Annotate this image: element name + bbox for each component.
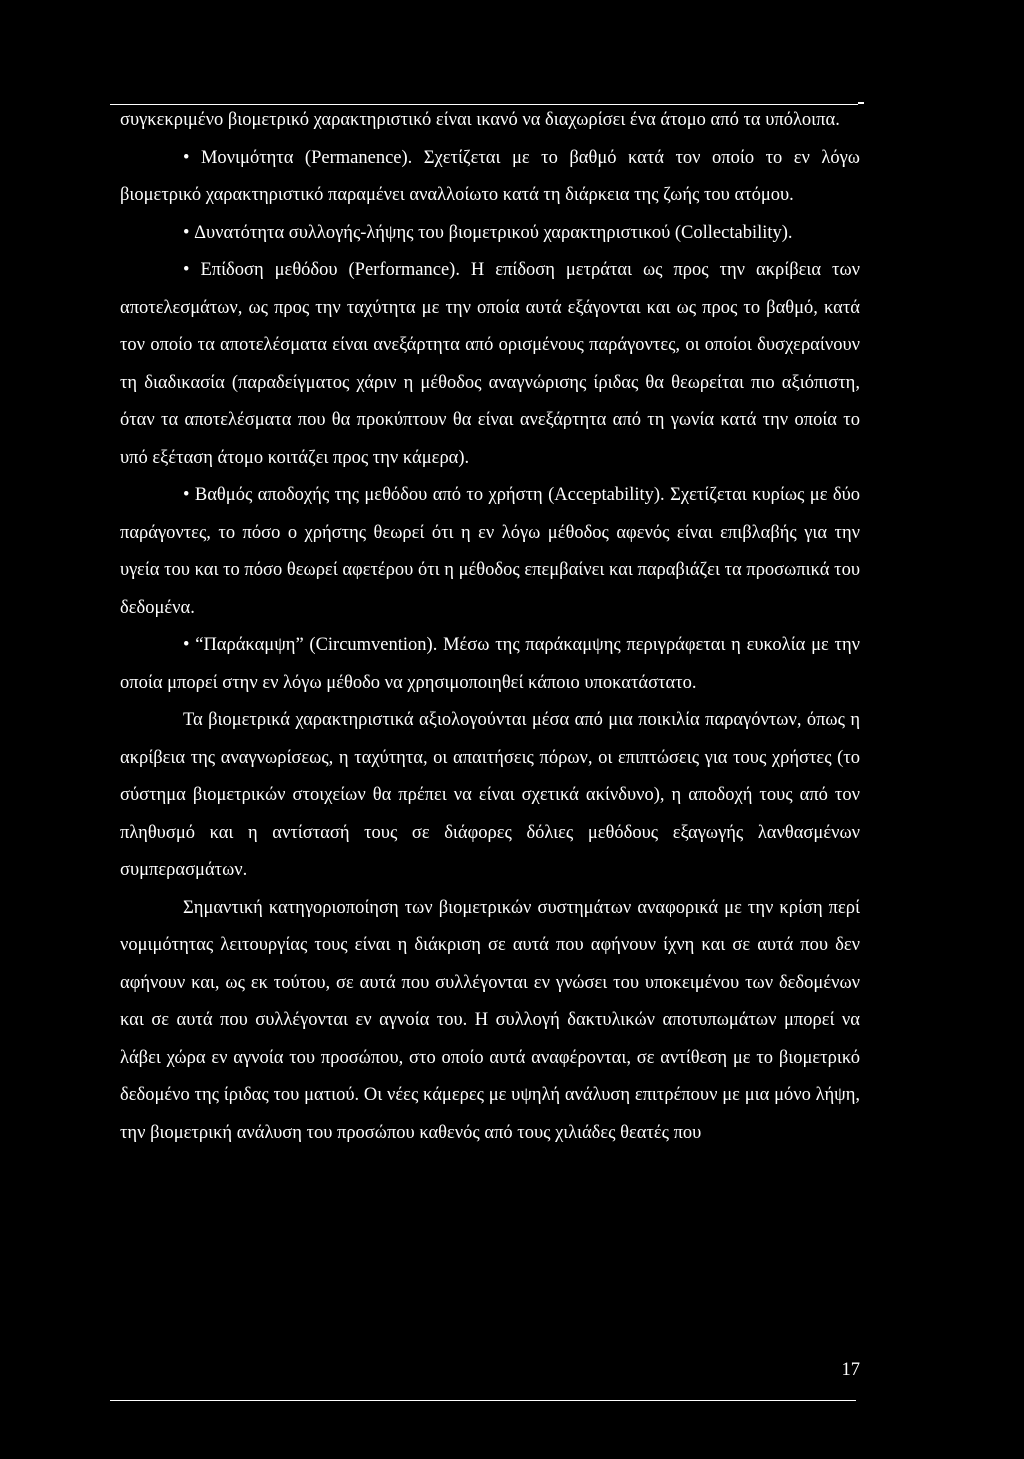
paragraph-evaluation: Τα βιομετρικά χαρακτηριστικά αξιολογούνται μέσα από μια ποικιλία παραγόντων, όπως η ακρίβεια της αναγνωρίσεως, η ταχύτητα, οι απαιτήσεις πόρων, οι επιπτώσεις για τους χρήστες (το σύστημα βιομετρικών στοιχείων θα πρέπει να είναι σχετικά ακίνδυνο), η αποδοχή τους από τον πληθυσμό και η αντίστασή τους σε διάφορες δόλιες μεθόδους εξαγωγής λανθασμένων συμπερασμάτων. <box>120 710 860 880</box>
page-number: 17 <box>841 1360 860 1380</box>
page-body <box>120 102 860 1152</box>
paragraph-continuation: συγκεκριμένο βιομετρικό χαρακτηριστικό είναι ικανό να διαχωρίσει ένα άτομο από τα υπόλοιπα. <box>120 110 840 130</box>
bullet-performance: • Επίδοση μεθόδου (Performance). Η επίδοση μετράται ως προς την ακρίβεια των αποτελεσμάτων, ως προς την ταχύτητα με την οποία αυτά εξάγονται και ως προς το βαθμό, κατά τον οποίο τα αποτελέσματα είναι ανεξάρτητα από ορισμένους παράγοντες, οι οποίοι δυσχεραίνουν τη διαδικασία (παραδείγματος χάριν η μέθοδος αναγνώρισης ίριδας θα θεωρείται πιο αξιόπιστη, όταν τα αποτελέσματα που θα προκύπτουν θα είναι ανεξάρτητα από τη γωνία κατά την οποία το υπό εξέταση άτομο κοιτάζει προς την κάμερα). <box>120 252 860 477</box>
bullet-collectability: • Δυνατότητα συλλογής-λήψης του βιομετρικού χαρακτηριστικού (Collectability). <box>120 215 860 253</box>
bullet-circumvention: • “Παράκαμψη” (Circumvention). Μέσω της παράκαμψης περιγράφεται η ευκολία με την οποία μπορεί στην εν λόγω μέθοδο να χρησιμοποιηθεί κάποιο υποκατάστατο. <box>120 627 860 702</box>
paragraph-classification: Σημαντική κατηγοριοποίηση των βιομετρικών συστημάτων αναφορικά με την κρίση περί νομιμότητας λειτουργίας τους είναι η διάκριση σε αυτά που αφήνουν ίχνη και σε αυτά που δεν αφήνουν και, ως εκ τούτου, σε αυτά που συλλέγονται εν γνώσει του υποκειμένου των δεδομένων και σε αυτά που συλλέγονται εν αγνοία του. Η συλλογή δακτυλικών αποτυπωμάτων μπορεί να λάβει χώρα εν αγνοία του προσώπου, στο οποίο αυτά αναφέρονται, σε αντίθεση με το βιομετρικό δεδομένο της ίριδας του ματιού. Οι νέες κάμερες με υψηλή ανάλυση επιτρέπουν με μια μόνο λήψη, την βιομετρική ανάλυση του προσώπου καθενός από τους χιλιάδες θεατές που <box>120 897 860 1143</box>
bullet-acceptability: • Βαθμός αποδοχής της μεθόδου από το χρήστη (Acceptability). Σχετίζεται κυρίως με δύο παράγοντες, το πόσο ο χρήστης θεωρεί ότι η εν λόγω μέθοδος αφενός είναι επιβλαβής για την υγεία του και το πόσο θεωρεί αφετέρου ότι η μέθοδος επεμβαίνει και παραβιάζει τα προσωπικά του δεδομένα. <box>120 477 860 627</box>
bottom-rule <box>110 1400 856 1401</box>
bullet-permanence: • Μονιμότητα (Permanence). Σχετίζεται με το βαθμό κατά τον οποίο το εν λόγω βιομετρικό χαρακτηριστικό παραμένει αναλλοίωτο κατά τη διάρκεια της ζωής του ατόμου. <box>120 140 860 215</box>
